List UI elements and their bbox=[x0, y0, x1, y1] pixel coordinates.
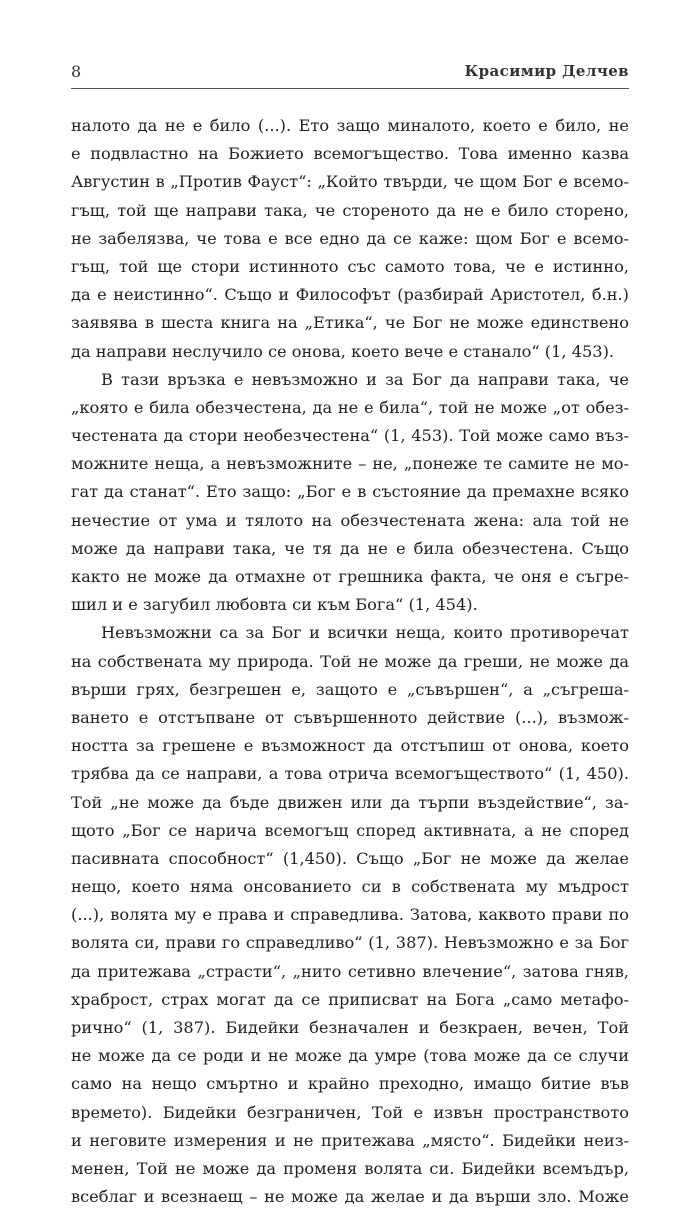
text-line: само на нещо смъртно и крайно преходно, имащо битие във bbox=[71, 1074, 629, 1094]
text-line: (...), волята му е права и справедлива. Затова, каквото прави по bbox=[71, 905, 629, 925]
running-head-author: Красимир Делчев bbox=[464, 62, 629, 80]
body-text bbox=[71, 112, 629, 1211]
text-line: шил и е загубил любовта си към Бога“ (1, 454). bbox=[71, 595, 478, 615]
text-line: не може да се роди и не може да умре (това може да се случи bbox=[71, 1046, 629, 1066]
text-line: Той „не може да бъде движен или да търпи въздействие“, за- bbox=[71, 792, 629, 812]
text-line: е подвластно на Божието всемогъщество. Това именно казва bbox=[71, 144, 629, 164]
text-line: времето). Бидейки безграничен, Той е извън пространството bbox=[71, 1102, 629, 1122]
text-line: налото да не е било (...). Ето защо миналото, което е било, не bbox=[71, 116, 629, 135]
text-line: нечестие от ума и тялото на обезчестената жена: ала той не bbox=[71, 510, 629, 530]
paragraph bbox=[71, 366, 629, 620]
text-line: всеблаг и всезнаещ – не може да желае и да върши зло. Може bbox=[71, 1187, 629, 1207]
text-line: рично“ (1, 387). Бидейки безначален и безкраен, вечен, Той bbox=[71, 1018, 629, 1037]
text-line: трябва да се направи, а това отрича всемогъществото“ (1, 450). bbox=[71, 764, 629, 784]
text-line: гъщ, той ще стори истинното със самото това, че е истинно, bbox=[71, 256, 629, 276]
page-number: 8 bbox=[71, 62, 82, 81]
text-line: гат да станат“. Ето защо: „Бог е в състояние да премахне всяко bbox=[71, 482, 629, 502]
text-line: ността за грешене е възможност да отстъпиш от онова, което bbox=[71, 736, 629, 756]
text-line: честената да стори необезчестена“ (1, 453). Той може само въз- bbox=[71, 426, 629, 446]
text-line: ването е отстъпване от съвършенното действие (...), възмож- bbox=[71, 707, 629, 727]
text-line: можните неща, а невъзможните – не, „понеже те самите не мо- bbox=[71, 454, 629, 474]
text-line: върши грях, безгрешен е, защото е „съвършен“, а „съгреша- bbox=[71, 679, 629, 699]
text-line: храброст, страх могат да се приписват на Бога „само метафо- bbox=[71, 989, 629, 1009]
text-line: да е неистинно“. Също и Философът (разбирай Аристотел, б.н.) bbox=[71, 285, 629, 305]
text-line: пасивната способност“ (1,450). Също „Бог не може да желае bbox=[71, 848, 629, 868]
text-line: на собствената му природа. Той не може да греши, не може да bbox=[71, 651, 629, 671]
text-line: и неговите измерения и не притежава „място“. Бидейки неиз- bbox=[71, 1130, 629, 1150]
text-line: да направи неслучило се онова, което вече е станало“ (1, 453). bbox=[71, 341, 615, 361]
paragraph bbox=[71, 619, 629, 1211]
text-line: Августин в „Против Фауст“: „Който твърди, че щом Бог е всемо- bbox=[71, 172, 629, 192]
text-line: заявява в шеста книга на „Етика“, че Бог не може единствено bbox=[71, 313, 629, 333]
text-line: менен, Той не може да променя волята си. Бидейки всемъдър, bbox=[71, 1158, 629, 1178]
text-line: гъщ, той ще направи така, че стореното да не е било сторено, bbox=[71, 200, 629, 220]
text-line: да притежава „страсти“, „нито сетивно влечение“, затова гняв, bbox=[71, 961, 629, 981]
text-line: волята си, прави го справедливо“ (1, 387). Невъзможно е за Бог bbox=[71, 933, 629, 953]
text-line: „която е била обезчестена, да не е била“, той не може „от обез- bbox=[71, 397, 629, 417]
text-line: може да направи така, че тя да не е била обезчестена. Също bbox=[71, 538, 629, 558]
header-rule bbox=[71, 88, 629, 89]
text-line: В тази връзка е невъзможно и за Бог да направи така, че bbox=[101, 369, 629, 389]
text-line: не забелязва, че това е все едно да се каже: щом Бог е всемо- bbox=[71, 228, 629, 248]
text-line: както не може да отмахне от грешника факта, че оня е съгре- bbox=[71, 567, 629, 586]
paragraph bbox=[71, 112, 629, 366]
text-line: Невъзможни са за Бог и всички неща, които противоречат bbox=[101, 623, 629, 643]
text-line: нещо, което няма онсованието си в собствената му мъдрост bbox=[71, 877, 629, 897]
text-line: щото „Бог се нарича всемогъщ според активната, а не според bbox=[71, 820, 629, 840]
